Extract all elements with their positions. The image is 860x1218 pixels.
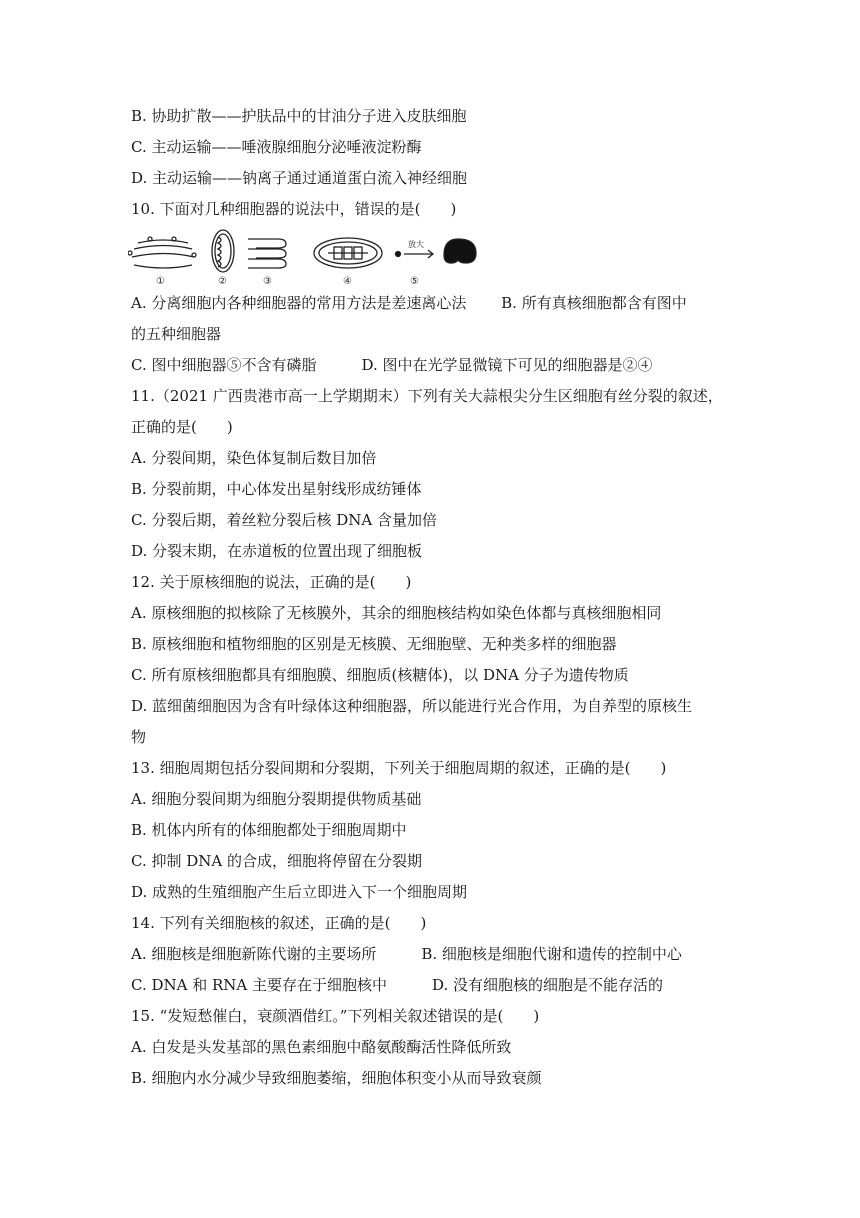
question-stem: 14. 下列有关细胞核的叙述，正确的是( )	[131, 914, 427, 932]
option-text: C. 分裂后期，着丝粒分裂后核 DNA 含量加倍	[131, 511, 438, 529]
question-stem: 正确的是( )	[131, 418, 233, 436]
option-text: 的五种细胞器	[131, 325, 222, 343]
option-text: D. 分裂末期，在赤道板的位置出现了细胞板	[131, 542, 423, 560]
option-text: A. 原核细胞的拟核除了无核膜外，其余的细胞核结构如染色体都与真核细胞相同	[131, 604, 662, 622]
option-text: 物	[131, 728, 147, 746]
option-text: B. 协助扩散——护肤品中的甘油分子进入皮肤细胞	[131, 107, 467, 125]
question-stem: 13. 细胞周期包括分裂间期和分裂期，下列关于细胞周期的叙述，正确的是( )	[131, 759, 667, 777]
option-text: B. 分裂前期，中心体发出星射线形成纺锤体	[131, 480, 422, 498]
figure-label: ④	[343, 276, 352, 287]
option-text: D. 成熟的生殖细胞产生后立即进入下一个细胞周期	[131, 883, 468, 901]
option-text: D. 主动运输——钠离子通过通道蛋白流入神经细胞	[131, 169, 468, 187]
option-text: C. DNA 和 RNA 主要存在于细胞核中 D. 没有细胞核的细胞是不能存活的	[131, 976, 664, 994]
option-text: B. 机体内所有的体细胞都处于细胞周期中	[131, 821, 407, 839]
option-text: A. 白发是头发基部的黑色素细胞中酪氨酸酶活性降低所致	[131, 1038, 512, 1056]
figure-label: ⑤	[410, 276, 419, 287]
organelle-figure	[128, 229, 478, 287]
option-text: A. 细胞分裂间期为细胞分裂期提供物质基础	[131, 790, 422, 808]
question-stem: 12. 关于原核细胞的说法，正确的是( )	[131, 573, 412, 591]
mitochondrion-icon	[212, 230, 234, 272]
option-text: A. 分裂间期，染色体复制后数目加倍	[131, 449, 377, 467]
golgi-icon	[128, 237, 196, 268]
question-stem: 15. “发短愁催白，衰颜酒借红。”下列相关叙述错误的是( )	[131, 1007, 540, 1025]
option-text: C. 主动运输——唾液腺细胞分泌唾液淀粉酶	[131, 138, 422, 156]
question-stem: 11.（2021 广西贵港市高一上学期期末）下列有关大蒜根尖分生区细胞有丝分裂的叙述，	[131, 387, 723, 405]
option-text: A. 细胞核是细胞新陈代谢的主要场所 B. 细胞核是细胞代谢和遗传的控制中心	[131, 945, 682, 963]
option-text: C. 所有原核细胞都具有细胞膜、细胞质(核糖体)，以 DNA 分子为遗传物质	[131, 666, 629, 684]
figure-label: ②	[218, 276, 227, 287]
endoplasmic-reticulum-icon	[248, 239, 286, 268]
figure-label: ③	[263, 276, 272, 287]
question-stem: 10. 下面对几种细胞器的说法中，错误的是( )	[131, 200, 457, 218]
chloroplast-icon	[314, 238, 382, 268]
option-text: B. 原核细胞和植物细胞的区别是无核膜、无细胞壁、无种类多样的细胞器	[131, 635, 617, 653]
option-text: D. 蓝细菌细胞因为含有叶绿体这种细胞器，所以能进行光合作用，为自养型的原核生	[131, 697, 693, 715]
option-text: B. 细胞内水分减少导致细胞萎缩，细胞体积变小从而导致衰颜	[131, 1069, 542, 1087]
option-text: C. 抑制 DNA 的合成，细胞将停留在分裂期	[131, 852, 423, 870]
option-text: C. 图中细胞器⑤不含有磷脂 D. 图中在光学显微镜下可见的细胞器是②④	[131, 356, 653, 374]
figure-label: ①	[156, 276, 165, 287]
option-text: A. 分离细胞内各种细胞器的常用方法是差速离心法 B. 所有真核细胞都含有图中	[131, 294, 687, 312]
arrow-label: 放大	[408, 240, 424, 249]
